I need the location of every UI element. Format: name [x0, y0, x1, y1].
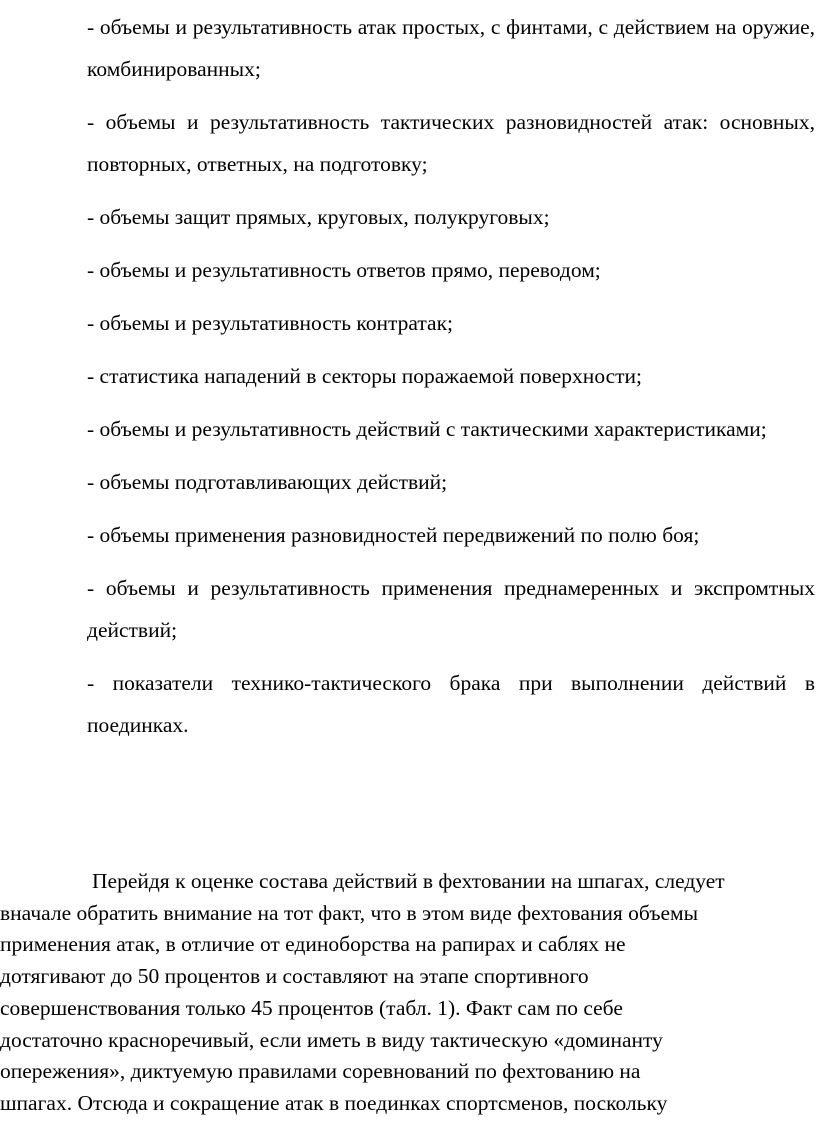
- paragraph-line: вначале обратить внимание на тот факт, что в этом виде фехтования объемы: [0, 900, 699, 925]
- list-item: - объемы и результативность ответов прямо, переводом;: [87, 258, 601, 282]
- paragraph-line: совершенствования только 45 процентов (табл. 1). Факт сам по себе: [0, 995, 623, 1020]
- body-paragraph: [0, 866, 812, 1120]
- paragraph-line: достаточно красноречивый, если иметь в виду тактическую «доминанту: [0, 1027, 663, 1052]
- paragraph-line: дотягивают до 50 процентов и составляют на этапе спортивного: [0, 964, 589, 989]
- paragraph-line: шпагах. Отсюда и сокращение атак в поединках спортсменов, поскольку: [0, 1090, 668, 1115]
- list-item: - объемы и результативность действий с тактическими характеристиками;: [87, 417, 767, 441]
- list-item: - объемы защит прямых, круговых, полукруговых;: [87, 205, 550, 229]
- list-item: - объемы и результативность применения преднамеренных и экспромтных действий;: [87, 576, 815, 642]
- paragraph-line: применения атак, в отличие от единоборства на рапирах и саблях не: [0, 932, 626, 957]
- list-item: - объемы и результативность атак простых, с финтами, с действием на оружие, комбинированных;: [87, 15, 815, 81]
- list-item: - объемы применения разновидностей передвижений по полю боя;: [87, 523, 700, 547]
- indicator-list: [87, 6, 815, 757]
- list-item: - показатели технико-тактического брака при выполнении действий в поединках.: [87, 671, 815, 737]
- list-item: - статистика нападений в секторы поражаемой поверхности;: [87, 364, 643, 388]
- list-item: - объемы подготавливающих действий;: [87, 470, 448, 494]
- list-item: - объемы и результативность контратак;: [87, 311, 454, 335]
- list-item: - объемы и результативность тактических разновидностей атак: основных, повторных, ответных, на подготовку;: [87, 110, 815, 176]
- paragraph-line: Перейдя к оценке состава действий в фехтовании на шпагах, следует: [92, 869, 725, 893]
- paragraph-line: опережения», диктуемую правилами соревнований по фехтованию на: [0, 1059, 641, 1084]
